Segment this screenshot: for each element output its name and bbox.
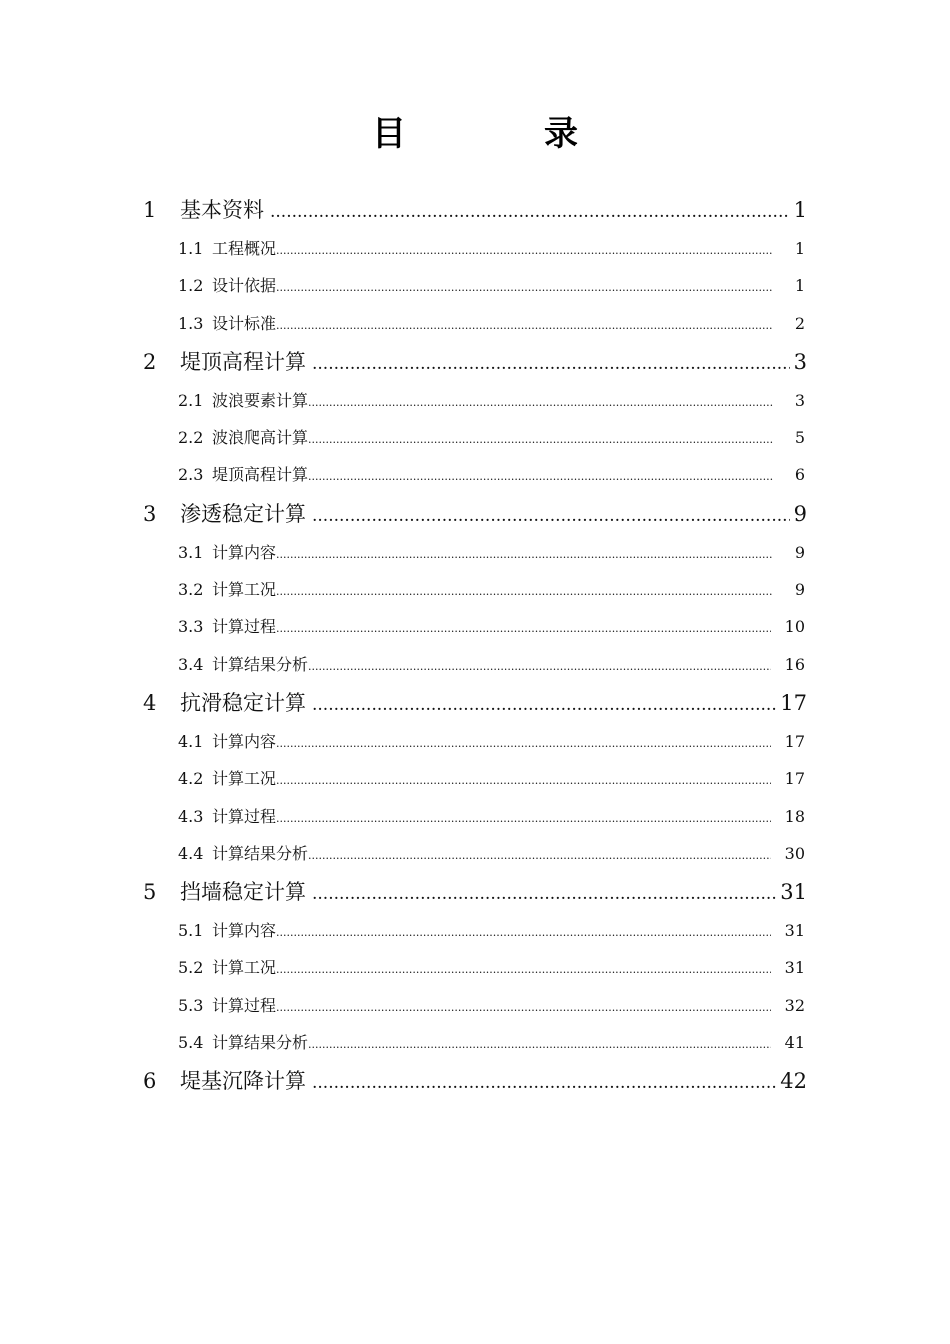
section-number: 2.2 bbox=[178, 428, 204, 448]
dot-leader bbox=[276, 610, 771, 645]
dot-leader bbox=[276, 951, 771, 986]
toc-section-2-3[interactable] bbox=[143, 456, 807, 493]
page-number: 1 bbox=[793, 198, 807, 222]
dot-leader bbox=[308, 837, 771, 872]
page-number: 18 bbox=[784, 806, 805, 826]
chapter-title: 堤基沉降计算 bbox=[180, 1069, 306, 1094]
toc-section-4-4[interactable] bbox=[143, 835, 807, 872]
dot-leader bbox=[312, 344, 790, 382]
dot-leader bbox=[276, 762, 771, 797]
section-number: 1.1 bbox=[178, 239, 204, 258]
section-number: 5.1 bbox=[178, 921, 204, 941]
section-title: 计算内容 bbox=[212, 542, 277, 562]
section-title: 波浪爬高计算 bbox=[212, 428, 309, 448]
page-number: 31 bbox=[780, 880, 807, 905]
dot-leader bbox=[308, 458, 773, 493]
page-number: 5 bbox=[794, 428, 805, 448]
section-title: 堤顶高程计算 bbox=[212, 465, 309, 485]
section-number: 1.2 bbox=[178, 276, 204, 296]
section-title: 计算内容 bbox=[212, 731, 277, 751]
toc-section-5-1[interactable] bbox=[143, 912, 807, 949]
section-number: 2.1 bbox=[178, 390, 204, 410]
dot-leader bbox=[312, 496, 790, 534]
toc-chapter-3[interactable] bbox=[143, 494, 807, 534]
toc-section-5-3[interactable] bbox=[143, 987, 807, 1024]
page-number: 31 bbox=[784, 921, 805, 941]
dot-leader bbox=[312, 874, 776, 912]
page-number: 3 bbox=[794, 390, 805, 410]
section-number: 4.1 bbox=[178, 731, 204, 751]
toc-section-3-4[interactable] bbox=[143, 646, 807, 683]
dot-leader bbox=[312, 685, 776, 723]
page-number: 17 bbox=[784, 731, 805, 751]
toc-chapter-4[interactable] bbox=[143, 683, 807, 723]
section-number: 5.2 bbox=[178, 958, 204, 978]
section-number: 3.1 bbox=[178, 542, 204, 562]
dot-leader bbox=[308, 648, 771, 683]
dot-leader bbox=[308, 384, 773, 419]
section-number: 4.3 bbox=[178, 806, 204, 826]
page-number: 17 bbox=[780, 690, 807, 715]
section-number: 2.3 bbox=[178, 465, 204, 485]
section-number: 5.3 bbox=[178, 995, 204, 1015]
page-number: 31 bbox=[784, 958, 805, 978]
dot-leader bbox=[308, 1026, 771, 1061]
chapter-title: 堤顶高程计算 bbox=[180, 349, 306, 374]
toc-section-3-1[interactable] bbox=[143, 534, 807, 571]
page-number: 42 bbox=[780, 1069, 807, 1094]
page-number: 32 bbox=[784, 995, 805, 1015]
chapter-number: 3 bbox=[143, 501, 157, 526]
page-number: 9 bbox=[794, 580, 805, 600]
section-title: 计算过程 bbox=[212, 617, 277, 637]
dot-leader bbox=[312, 1063, 776, 1101]
dot-leader bbox=[276, 536, 773, 571]
page-number: 30 bbox=[784, 843, 805, 863]
dot-leader bbox=[276, 232, 773, 267]
toc-section-2-1[interactable] bbox=[143, 382, 807, 419]
page-number: 2 bbox=[794, 313, 805, 333]
toc-section-4-2[interactable] bbox=[143, 760, 807, 797]
section-number: 3.4 bbox=[178, 654, 204, 674]
toc-title: 目 录 bbox=[372, 114, 630, 154]
toc-section-3-3[interactable] bbox=[143, 608, 807, 645]
section-title: 计算内容 bbox=[212, 921, 277, 941]
page-number: 17 bbox=[784, 769, 805, 789]
dot-leader bbox=[276, 989, 771, 1024]
dot-leader bbox=[276, 725, 771, 760]
toc-section-5-2[interactable] bbox=[143, 949, 807, 986]
chapter-number: 4 bbox=[143, 690, 157, 715]
chapter-title: 渗透稳定计算 bbox=[180, 501, 306, 526]
toc-chapter-5[interactable] bbox=[143, 872, 807, 912]
page-number: 41 bbox=[784, 1033, 805, 1053]
table-of-contents bbox=[143, 190, 807, 1101]
section-title: 计算结果分析 bbox=[212, 1033, 309, 1053]
page-number: 9 bbox=[794, 542, 805, 562]
toc-section-4-1[interactable] bbox=[143, 723, 807, 760]
page-number: 1 bbox=[794, 239, 805, 258]
section-title: 计算工况 bbox=[212, 958, 277, 978]
toc-chapter-1[interactable] bbox=[143, 190, 807, 230]
section-title: 波浪要素计算 bbox=[212, 390, 309, 410]
page-number: 1 bbox=[794, 276, 805, 296]
page-number: 9 bbox=[793, 501, 807, 526]
toc-chapter-2[interactable] bbox=[143, 342, 807, 382]
chapter-title: 挡墙稳定计算 bbox=[180, 880, 306, 905]
section-number: 3.2 bbox=[178, 580, 204, 600]
page-number: 3 bbox=[793, 349, 807, 374]
dot-leader bbox=[276, 914, 771, 949]
toc-section-1-1[interactable] bbox=[143, 230, 807, 267]
dot-leader bbox=[276, 307, 773, 342]
section-title: 计算工况 bbox=[212, 769, 277, 789]
toc-section-1-2[interactable] bbox=[143, 267, 807, 304]
chapter-number: 5 bbox=[143, 880, 157, 905]
section-title: 计算工况 bbox=[212, 580, 277, 600]
section-title: 计算过程 bbox=[212, 995, 277, 1015]
section-number: 4.4 bbox=[178, 843, 204, 863]
section-number: 5.4 bbox=[178, 1033, 204, 1053]
toc-section-5-4[interactable] bbox=[143, 1024, 807, 1061]
toc-section-1-3[interactable] bbox=[143, 305, 807, 342]
section-title: 工程概况 bbox=[212, 239, 277, 258]
toc-section-2-2[interactable] bbox=[143, 419, 807, 456]
section-title: 计算结果分析 bbox=[212, 843, 309, 863]
chapter-number: 6 bbox=[143, 1069, 157, 1094]
section-title: 设计依据 bbox=[212, 276, 277, 296]
dot-leader bbox=[276, 269, 773, 304]
chapter-number: 2 bbox=[143, 349, 157, 374]
section-number: 4.2 bbox=[178, 769, 204, 789]
section-title: 计算结果分析 bbox=[212, 654, 309, 674]
section-number: 1.3 bbox=[178, 313, 204, 333]
page-number: 6 bbox=[794, 465, 805, 485]
dot-leader bbox=[270, 192, 790, 230]
chapter-number: 1 bbox=[143, 198, 157, 222]
page-number: 10 bbox=[784, 617, 805, 637]
dot-leader bbox=[276, 800, 771, 835]
chapter-title: 抗滑稳定计算 bbox=[180, 690, 306, 715]
section-number: 3.3 bbox=[178, 617, 204, 637]
dot-leader bbox=[276, 573, 773, 608]
dot-leader bbox=[308, 421, 773, 456]
toc-section-3-2[interactable] bbox=[143, 571, 807, 608]
chapter-title: 基本资料 bbox=[180, 198, 264, 222]
toc-chapter-6[interactable] bbox=[143, 1061, 807, 1101]
section-title: 计算过程 bbox=[212, 806, 277, 826]
toc-section-4-3[interactable] bbox=[143, 798, 807, 835]
section-title: 设计标准 bbox=[212, 313, 277, 333]
page-number: 16 bbox=[784, 654, 805, 674]
